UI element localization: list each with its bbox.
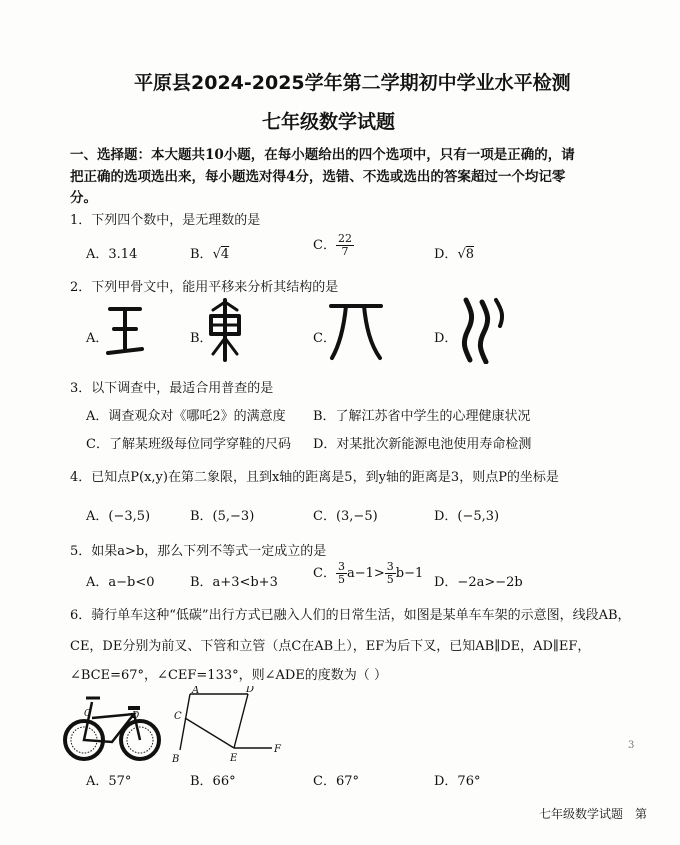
point-a-label: A bbox=[192, 686, 200, 696]
question-6-option-b: B．66° bbox=[190, 774, 236, 789]
bike-point-d-label: D bbox=[132, 711, 140, 721]
question-2-option-a: A． bbox=[86, 331, 109, 346]
question-6-line-1: 6．骑行单车这种“低碳”出行方式已融入人们的日常生活，如图是某单车车架的示意图，线段AB， bbox=[70, 608, 631, 623]
bicycle-illustration-icon bbox=[62, 688, 162, 766]
oracle-glyph-c-icon bbox=[328, 300, 384, 362]
question-6-line-2: CE，DE分别为前叉、下管和立管（点C在AB上），EF为后下叉，已知AB∥DE，AD∥EF， bbox=[70, 639, 591, 654]
frame-geometry-figure bbox=[168, 686, 288, 766]
question-6-line-3: ∠BCE=67°，∠CEF=133°，则∠ADE的度数为（ ） bbox=[70, 668, 387, 683]
oracle-glyph-a-icon bbox=[106, 303, 146, 359]
question-1-option-c: C． $\frac{22}{7}$ bbox=[313, 232, 352, 258]
segment-ab bbox=[180, 694, 190, 750]
point-d-label: D bbox=[246, 686, 255, 695]
question-5-stem: 5．如果a>b，那么下列不等式一定成立的是 bbox=[70, 544, 327, 559]
question-5-option-a: A．a−b<0 bbox=[86, 575, 155, 590]
exam-subtitle: 七年级数学试题 bbox=[262, 111, 396, 133]
oracle-glyph-b-icon bbox=[205, 298, 245, 362]
question-2-option-c: C． bbox=[313, 331, 336, 346]
question-6-option-c: C．67° bbox=[313, 774, 359, 789]
oracle-glyph-d-icon bbox=[452, 296, 508, 364]
question-3-option-b: B．了解江苏省中学生的心理健康状况 bbox=[313, 409, 531, 424]
page-footer: 七年级数学试题 第 bbox=[539, 807, 648, 821]
question-5-option-c: C． $\frac{3}{5}$ a−1> $\frac{3}{5}$ b−1 bbox=[313, 560, 424, 586]
question-4-option-b: B．(5,−3) bbox=[190, 509, 255, 524]
point-b-label: B bbox=[172, 754, 180, 765]
question-5-option-b: B．a+3<b+3 bbox=[190, 575, 278, 590]
segment-ce bbox=[185, 718, 234, 748]
page-edge-mark: 3 bbox=[628, 740, 635, 751]
question-4-option-d: D．(−5,3) bbox=[434, 509, 500, 524]
question-6-option-a: A．57° bbox=[86, 774, 132, 789]
question-4-option-c: C．(3,−5) bbox=[313, 509, 378, 524]
question-4-stem: 4．已知点P(x,y)在第二象限，且到x轴的距离是5，到y轴的距离是3，则点P的坐标是 bbox=[70, 470, 559, 485]
question-1-option-a: A．3.14 bbox=[86, 247, 138, 262]
question-1-option-b: B．√4 bbox=[190, 247, 230, 262]
question-1-stem: 1．下列四个数中，是无理数的是 bbox=[70, 213, 261, 228]
exam-title: 平原县2024-2025学年第二学期初中学业水平检测 bbox=[134, 72, 571, 94]
question-3-option-c: C．了解某班级每位同学穿鞋的尺码 bbox=[86, 437, 291, 452]
segment-de bbox=[234, 694, 248, 748]
question-1-option-d: D．√8 bbox=[434, 247, 475, 262]
bike-point-c-label: C bbox=[84, 709, 91, 719]
question-2-stem: 2．下列甲骨文中，能用平移来分析其结构的是 bbox=[70, 280, 339, 295]
question-4-option-a: A．(−3,5) bbox=[86, 509, 151, 524]
section-instruction-line-1: 一、选择题：本大题共10小题，在每小题给出的四个选项中，只有一项是正确的，请 bbox=[70, 147, 575, 163]
question-3-option-d: D．对某批次新能源电池使用寿命检测 bbox=[313, 437, 532, 452]
section-instruction-line-2: 把正确的选项选出来，每小题选对得4分，选错、不选或选出的答案超过一个均记零 bbox=[70, 169, 566, 185]
question-2-option-b: B． bbox=[190, 331, 213, 346]
question-3-stem: 3．以下调查中，最适合用普查的是 bbox=[70, 381, 274, 396]
question-5-option-d: D．−2a>−2b bbox=[434, 575, 523, 590]
point-f-label: F bbox=[274, 744, 281, 755]
point-e-label: E bbox=[230, 753, 238, 764]
point-c-label: C bbox=[174, 711, 182, 722]
question-2-option-d: D． bbox=[434, 331, 458, 346]
section-instruction-line-3: 分。 bbox=[70, 190, 97, 206]
question-3-option-a: A．调查观众对《哪吒2》的满意度 bbox=[86, 409, 286, 424]
question-6-option-d: D．76° bbox=[434, 774, 481, 789]
